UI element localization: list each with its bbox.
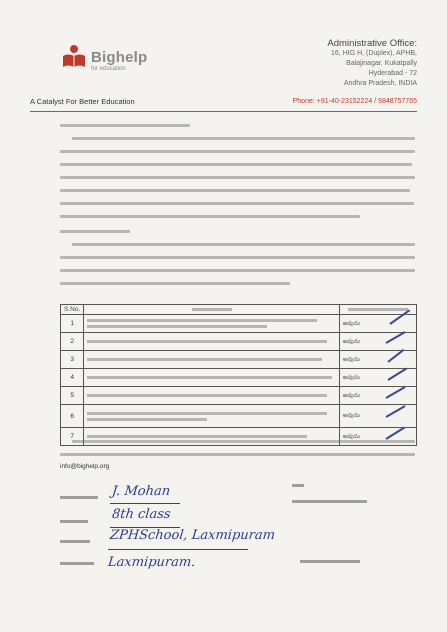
question-text [84, 369, 340, 387]
survey-row [61, 351, 417, 369]
row-number: 3 [61, 351, 84, 369]
office-title: Administrative Office: [327, 38, 417, 49]
row-number: 1 [61, 315, 84, 333]
answer-cell [339, 387, 416, 405]
student-paragraph [60, 228, 415, 293]
letterhead-divider [30, 111, 417, 112]
row-number: 6 [61, 405, 84, 428]
school-handwritten: ZPHSchool, Laxmipuram [109, 528, 276, 543]
answer-yes: అవును [342, 356, 360, 363]
name-underline [110, 503, 180, 504]
row-number: 2 [61, 333, 84, 351]
brand-subtitle: for education [91, 66, 126, 72]
survey-row [61, 387, 417, 405]
answer-cell [339, 333, 416, 351]
intro-paragraph [60, 122, 415, 226]
survey-row [61, 405, 417, 428]
question-text [84, 387, 340, 405]
name-label [60, 493, 98, 501]
answer-cell [339, 405, 416, 428]
office-phone: Phone: +91-40-23152224 / 9848757765 [292, 98, 417, 105]
village-handwritten: Laxmipuram. [107, 555, 197, 570]
number-column-header: S.No. [61, 305, 84, 315]
office-block [292, 38, 417, 105]
school-label [60, 537, 90, 545]
answer-yes: అవును [342, 320, 360, 327]
closing-paragraph [60, 438, 415, 464]
answer-cell [339, 315, 416, 333]
school-underline [108, 549, 248, 550]
answer-yes: అవును [342, 338, 360, 345]
question-text [84, 333, 340, 351]
row-number: 4 [61, 369, 84, 387]
name-handwritten: J. Mohan [111, 484, 171, 499]
answer-yes: అవును [342, 433, 360, 440]
address-line: Hyderabad - 72 [368, 70, 417, 77]
survey-table [60, 304, 417, 446]
open-book-logo-icon [61, 44, 87, 70]
contact-email: info@bighelp.org [60, 463, 110, 470]
check-mark [385, 386, 405, 399]
survey-row [61, 315, 417, 333]
class-label [60, 517, 88, 525]
check-mark [387, 349, 404, 363]
survey-row [61, 369, 417, 387]
village-label [60, 559, 94, 567]
address-line: Balajinagar, Kukatpally [346, 60, 417, 67]
check-mark [385, 331, 405, 344]
question-column-header [84, 305, 340, 315]
question-text [84, 351, 340, 369]
tagline: A Catalyst For Better Education [30, 97, 135, 106]
answer-yes: అవును [342, 392, 360, 399]
answer-yes: అవును [342, 413, 360, 419]
row-number: 5 [61, 387, 84, 405]
question-text [84, 405, 340, 428]
answer-cell [339, 351, 416, 369]
check-mark [385, 405, 405, 418]
address-line: 16, HIG H, (Duplex), APHB, [331, 50, 417, 57]
survey-row [61, 333, 417, 351]
row-number: 7 [61, 428, 84, 446]
question-text [84, 315, 340, 333]
class-handwritten: 8th class [111, 507, 172, 522]
address-line: Andhra Pradesh, INDIA [343, 80, 417, 87]
answer-cell [339, 369, 416, 387]
answer-yes: అవును [342, 374, 360, 381]
brand-name: Bighelp [91, 49, 148, 66]
check-mark [387, 367, 407, 380]
